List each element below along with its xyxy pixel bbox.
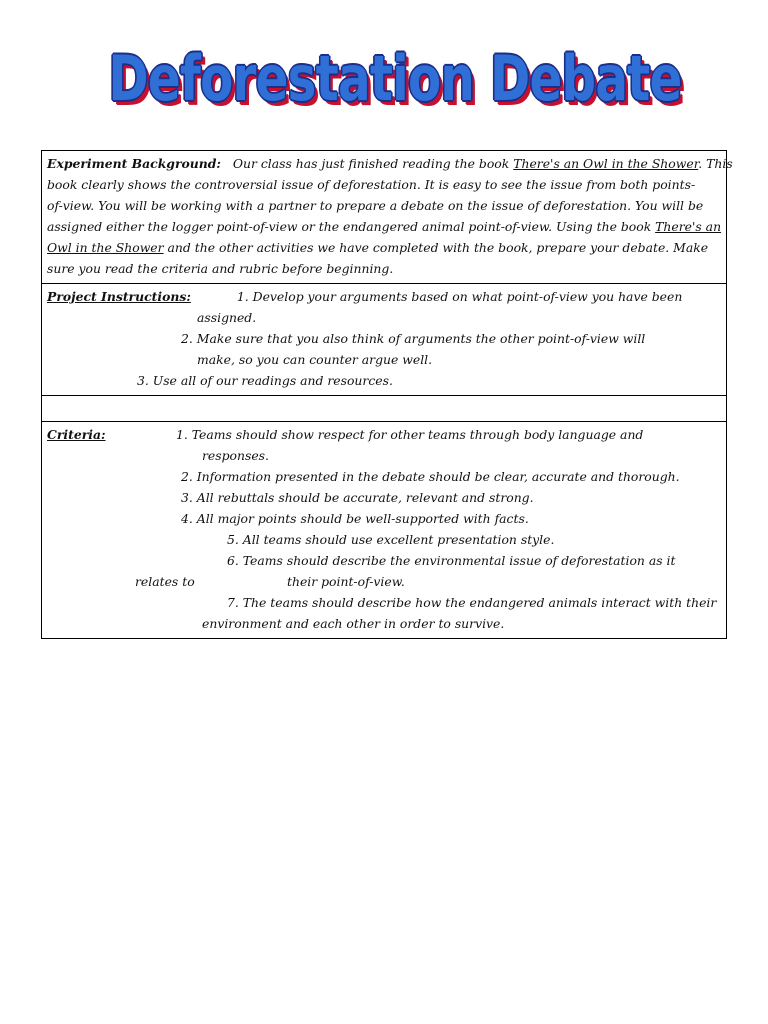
criteria-text: relates to [135,574,195,589]
background-line: sure you read the criteria and rubric before beginning. [47,261,394,276]
book-title: There's an [655,219,722,234]
criteria-cell [42,422,727,639]
background-line [47,237,721,258]
instructions-row [42,284,727,396]
criteria-label: Criteria: [47,427,106,442]
assignment-table [41,150,733,639]
criteria-line: 7. The teams should describe how the endangered animals interact with their [227,595,717,610]
background-row [42,151,727,284]
criteria-line: 2. Information presented in the debate should be clear, accurate and thorough. [181,469,680,484]
background-label: Experiment Background: [47,156,221,171]
criteria-line [47,571,721,592]
criteria-line: environment and each other in order to survive. [202,616,505,631]
instructions-cell [42,284,727,396]
criteria-text: their point-of-view. [287,574,405,589]
background-line [47,153,733,174]
background-text: Our class has just finished reading the book [232,156,514,171]
criteria-line: responses. [202,448,269,463]
instruction-line: 3. Use all of our readings and resources. [137,373,393,388]
background-text: . This [698,156,733,171]
book-title: Owl in the Shower [47,240,164,255]
page-title: Deforestation Debate [108,42,682,115]
instruction-line: assigned. [197,310,257,325]
background-cell [42,151,733,284]
empty-cell [42,396,727,422]
background-line: of-view. You will be working with a partner to prepare a debate on the issue of deforestation. You will be [47,198,704,213]
instruction-line [47,286,721,307]
instruction-item: 1. Develop your arguments based on what point-of-view you have been [236,289,683,304]
criteria-line: 4. All major points should be well-supported with facts. [181,511,529,526]
background-text: assigned either the logger point-of-view or the endangered animal point-of-view. Using the book [47,219,656,234]
background-text: and the other activities we have completed with the book, prepare your debate. Make [163,240,709,255]
criteria-line [47,424,721,445]
criteria-item: 1. Teams should show respect for other teams through body language and [176,427,644,442]
book-title: There's an Owl in the Shower [513,156,699,171]
instruction-line: make, so you can counter argue well. [197,352,433,367]
criteria-row [42,422,727,639]
criteria-line: 5. All teams should use excellent presentation style. [227,532,555,547]
instruction-line: 2. Make sure that you also think of arguments the other point-of-view will [181,331,646,346]
background-line: book clearly shows the controversial issue of deforestation. It is easy to see the issue from both points- [47,177,696,192]
criteria-line: 6. Teams should describe the environmental issue of deforestation as it [227,553,676,568]
instructions-label: Project Instructions: [47,289,191,304]
criteria-line: 3. All rebuttals should be accurate, relevant and strong. [181,490,534,505]
background-line [47,216,721,237]
empty-row [42,396,727,422]
